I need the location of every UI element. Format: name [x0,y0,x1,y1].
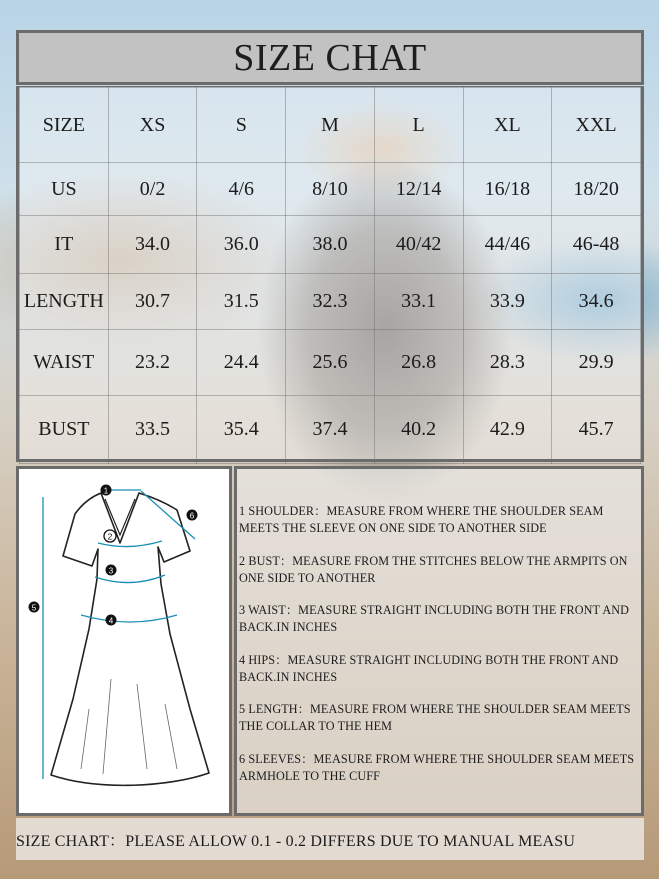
table-cell: 8/10 [286,163,375,216]
table-cell: 28.3 [463,330,552,396]
note-waist [239,602,637,636]
row-label: BUST [20,396,109,464]
table-cell: 25.6 [286,330,375,396]
header-cell: L [374,88,463,163]
page-title: SIZE CHAT [233,36,427,79]
table-header-row [20,88,641,163]
table-cell: 40.2 [374,396,463,464]
header-cell: SIZE [20,88,109,163]
table-cell: 18/20 [552,163,641,216]
size-table [16,86,644,462]
footer-text: SIZE CHART：PLEASE ALLOW 0.1 - 0.2 DIFFERS DUE TO MANUAL MEASU [16,832,576,850]
note-text: MEASURE FROM WHERE THE SHOULDER SEAM MEETS THE SLEEVE ON ONE SIDE TO ANOTHER SIDE [239,504,604,535]
measurement-notes-panel [234,466,644,816]
note-text: MEASURE FROM THE STITCHES BELOW THE ARMPITS ON ONE SIDE TO ANOTHER [239,553,628,585]
table-cell: 40/42 [374,216,463,274]
note-text: MEASURE FROM WHERE THE SHOULDER SEAM MEETS ARMHOLE TO THE CUFF [239,751,635,783]
row-label: LENGTH [20,274,109,330]
table-row [20,396,641,464]
svg-text:5: 5 [31,603,37,613]
note-title: 2 BUST： [239,553,293,568]
marker-1 [101,485,112,496]
table-cell: 46-48 [552,216,641,274]
table-cell: 37.4 [286,396,375,464]
note-bust [239,553,637,587]
table-cell: 33.5 [108,396,197,464]
table-cell: 30.7 [108,274,197,330]
note-title: 4 HIPS： [239,652,288,667]
note-title: 3 WAIST： [239,603,299,617]
table-cell: 36.0 [197,216,286,274]
footer-note [16,818,644,860]
svg-text:1: 1 [103,486,109,496]
dress-diagram-panel [16,466,232,816]
note-text: MEASURE FROM WHERE THE SHOULDER SEAM MEETS THE COLLAR TO THE HEM [239,702,631,733]
table-cell: 29.9 [552,330,641,396]
note-text: MEASURE STRAIGHT INCLUDING BOTH THE FRONT AND BACK.IN INCHES [239,603,630,634]
marker-3 [106,565,117,576]
table-cell: 12/14 [374,163,463,216]
table-cell: 35.4 [197,396,286,464]
row-label: WAIST [20,330,109,396]
svg-text:6: 6 [189,511,195,521]
row-label: US [20,163,109,216]
header-cell: M [286,88,375,163]
table-cell: 33.1 [374,274,463,330]
table-cell: 24.4 [197,330,286,396]
marker-5 [29,602,40,613]
dress-outline [51,493,209,785]
table-cell: 31.5 [197,274,286,330]
note-hips [239,652,637,686]
note-title: 6 SLEEVES： [239,751,314,766]
note-length [239,701,637,735]
header-cell: XS [108,88,197,163]
size-table-grid [19,87,641,464]
table-cell: 33.9 [463,274,552,330]
svg-text:4: 4 [108,616,114,626]
note-sleeves [239,751,637,785]
table-cell: 34.6 [552,274,641,330]
dress-diagram [19,469,229,813]
svg-text:2: 2 [107,531,113,542]
table-cell: 44/46 [463,216,552,274]
note-shoulder [239,503,637,537]
title-bar [16,30,644,85]
note-title: 5 LENGTH： [239,702,310,716]
marker-6 [187,510,198,521]
table-row [20,330,641,396]
table-cell: 26.8 [374,330,463,396]
table-cell: 23.2 [108,330,197,396]
table-cell: 34.0 [108,216,197,274]
table-cell: 32.3 [286,274,375,330]
table-cell: 4/6 [197,163,286,216]
header-cell: S [197,88,286,163]
note-text: MEASURE STRAIGHT INCLUDING BOTH THE FRONT AND BACK.IN INCHES [239,652,619,684]
table-cell: 0/2 [108,163,197,216]
svg-text:3: 3 [108,566,114,576]
marker-2 [104,530,116,542]
table-row [20,216,641,274]
note-title: 1 SHOULDER： [239,504,327,518]
row-label: IT [20,216,109,274]
table-row [20,163,641,216]
table-cell: 42.9 [463,396,552,464]
table-cell: 45.7 [552,396,641,464]
table-row [20,274,641,330]
header-cell: XL [463,88,552,163]
table-cell: 38.0 [286,216,375,274]
table-cell: 16/18 [463,163,552,216]
marker-4 [106,615,117,626]
header-cell: XXL [552,88,641,163]
